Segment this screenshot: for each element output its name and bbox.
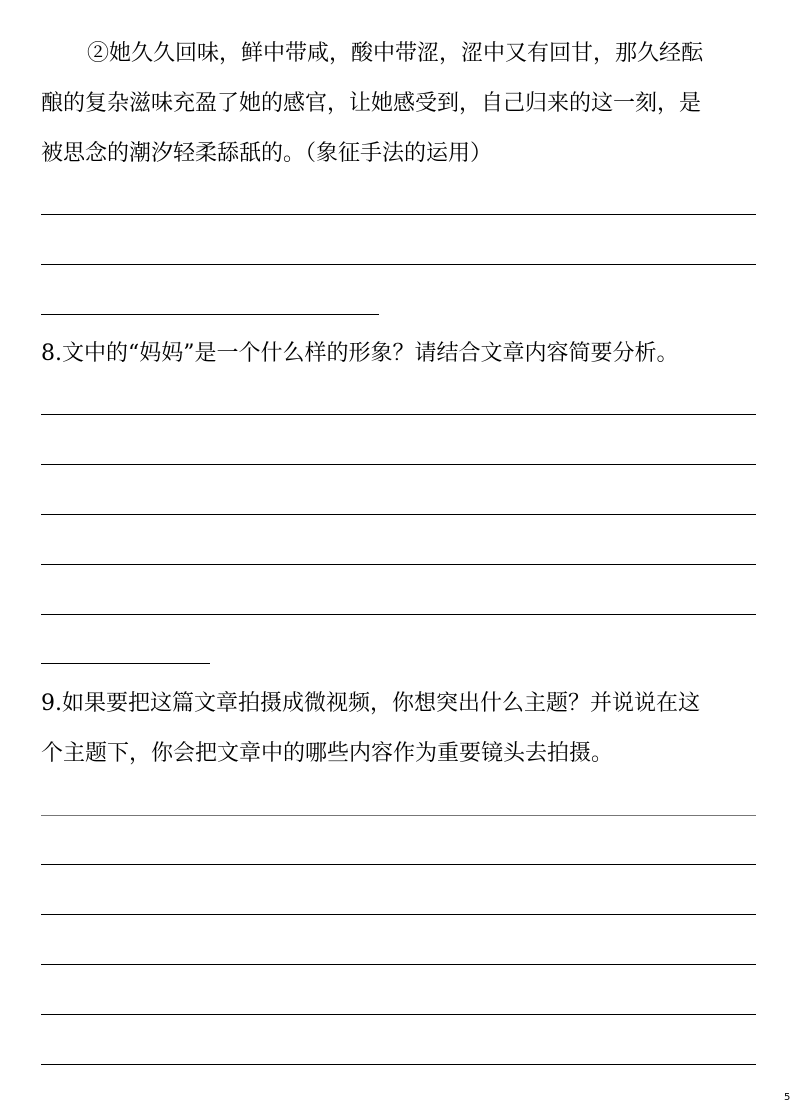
question-8: 8.文中的“妈妈”是一个什么样的形象？请结合文章内容简要分析。 [41, 341, 679, 366]
q9-line-1: 9.如果要把这篇文章拍摄成微视频，你想突出什么主题？并说说在这 [41, 691, 700, 716]
answer-line[interactable] [41, 564, 756, 565]
q7-line-3: 被思念的潮汐轻柔舔舐的。（象征手法的运用） [41, 141, 493, 166]
answer-line[interactable] [41, 964, 756, 965]
page-number: 5 [784, 1092, 791, 1103]
answer-line[interactable] [41, 314, 379, 315]
answer-line[interactable] [41, 914, 756, 915]
answer-line[interactable] [41, 214, 756, 215]
answer-line[interactable] [41, 414, 756, 415]
answer-line[interactable] [41, 1064, 756, 1065]
answer-line[interactable] [41, 815, 756, 816]
answer-line[interactable] [41, 864, 756, 865]
answer-line[interactable] [41, 464, 756, 465]
answer-line[interactable] [41, 1014, 756, 1015]
q7-line-1: ②她久久回味，鲜中带咸，酸中带涩，涩中又有回甘，那久经酝 [87, 41, 704, 66]
answer-line[interactable] [41, 264, 756, 265]
answer-line[interactable] [41, 514, 756, 515]
q9-line-2: 个主题下，你会把文章中的哪些内容作为重要镜头去拍摄。 [41, 741, 614, 766]
answer-line[interactable] [41, 614, 756, 615]
q7-line-2: 酿的复杂滋味充盈了她的感官，让她感受到，自己归来的这一刻，是 [41, 91, 702, 116]
answer-line[interactable] [41, 663, 210, 664]
